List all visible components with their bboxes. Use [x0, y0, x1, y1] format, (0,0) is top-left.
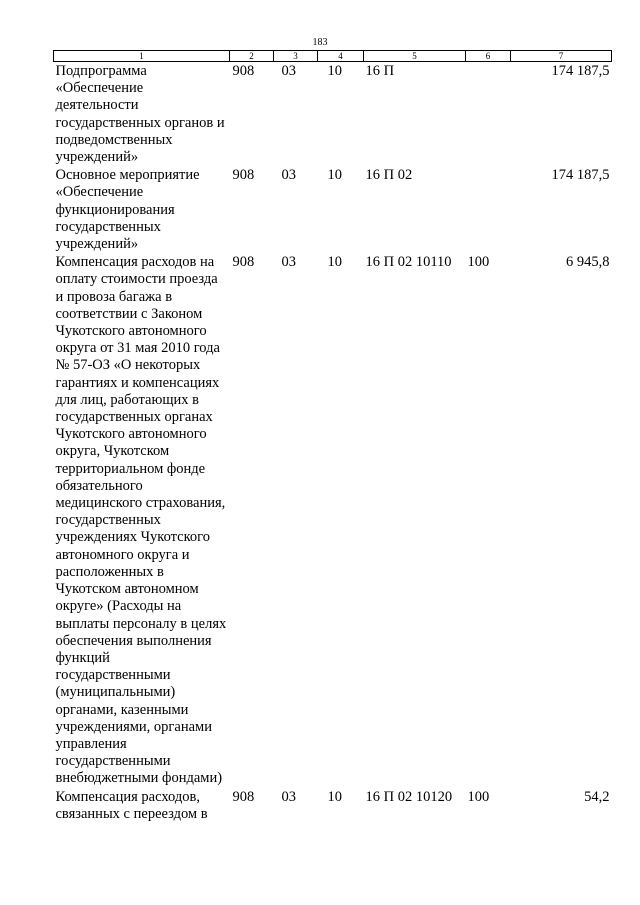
row-target-article: 16 П: [365, 63, 395, 79]
row-code-ministry: 908: [232, 63, 255, 79]
row-code-subsection: 10: [327, 63, 342, 79]
row-amount: 54,2: [584, 788, 610, 805]
row-code-section: 03: [281, 788, 296, 805]
column-number-row: [54, 51, 612, 62]
table-row: [54, 166, 612, 253]
table-row: [54, 62, 612, 167]
row-code-subsection: 10: [327, 254, 342, 271]
header-col-1: 1: [54, 51, 230, 62]
header-col-5: 5: [364, 51, 466, 62]
row-code-section: 03: [281, 167, 296, 184]
row-name: Основное мероприятие «Обеспечение функционирования государственных учреждений»: [55, 167, 200, 253]
row-name: Компенсация расходов на оплату стоимости проезда и провоза багажа в соответствии с Законом Чукотского автономного округа от 31 мая 2010 года № 57-ОЗ «О некоторых гарантиях и компенсациях для лиц, работающих в государственных органах Чукотского автономного округа, Чукотском территориальном фонде обязательного медицинского страхования, государственных учреждениях Чукотского автономного округа и расположенных в Чукотском автономном округе» (Расходы на выплаты персоналу в целях обеспечения выполнения функций государственными (муниципальными) органами, казенными учреждениями, органами управления государственными внебюджетными фондами): [55, 254, 227, 787]
row-code-subsection: 10: [327, 167, 342, 184]
budget-table: [53, 50, 612, 823]
header-col-3: 3: [274, 51, 318, 62]
header-col-2: 2: [230, 51, 274, 62]
header-col-6: 6: [466, 51, 511, 62]
row-name: Подпрограмма «Обеспечение деятельности государственных органов и подведомственных учреждений»: [55, 63, 225, 166]
row-code-ministry: 908: [232, 788, 255, 805]
row-amount: 6 945,8: [566, 254, 610, 271]
row-code-ministry: 908: [232, 167, 255, 184]
row-target-article: 16 П 02: [365, 167, 413, 184]
table-row: [54, 253, 612, 787]
row-code-section: 03: [281, 254, 296, 271]
row-code-subsection: 10: [327, 788, 342, 805]
row-expense-type: [466, 166, 511, 253]
row-name: Компенсация расходов, связанных с переездом в: [55, 788, 208, 822]
table-row: [54, 788, 612, 823]
header-col-7: 7: [511, 51, 612, 62]
row-amount: 174 187,5: [551, 167, 610, 184]
row-code-ministry: 908: [232, 254, 255, 271]
row-target-article: 16 П 02 10110: [365, 254, 452, 271]
row-expense-type: [466, 62, 511, 167]
row-code-section: 03: [281, 63, 296, 79]
row-expense-type: 100: [467, 254, 490, 271]
page-number: 183: [312, 37, 328, 48]
row-target-article: 16 П 02 10120: [365, 788, 453, 805]
row-expense-type: 100: [467, 788, 490, 805]
row-amount: 174 187,5: [551, 63, 610, 79]
header-col-4: 4: [318, 51, 364, 62]
